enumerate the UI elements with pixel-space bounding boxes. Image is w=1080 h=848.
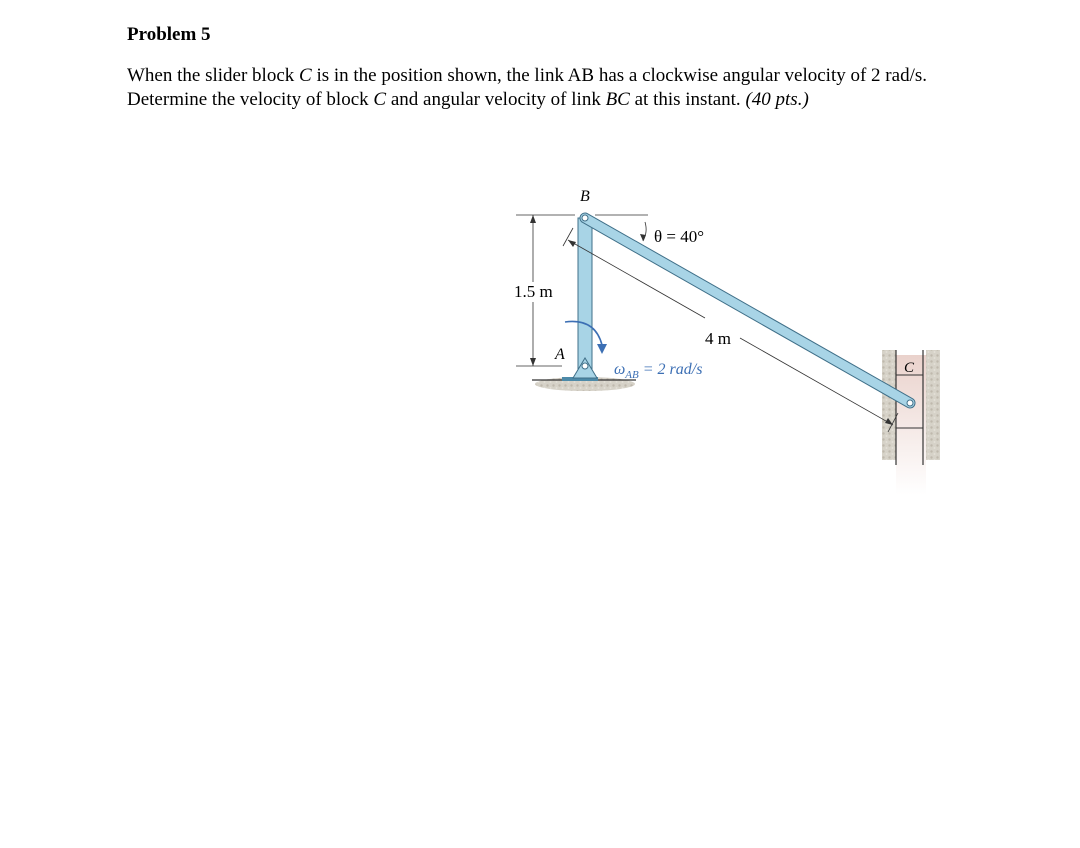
statement-text-4: at this instant. [629,89,746,110]
link-ab [573,218,597,378]
problem-statement [127,64,977,112]
statement-text-3: and angular velocity of link [386,89,606,110]
statement-text-1: When the slider block [127,65,300,86]
mechanism-figure [500,180,960,500]
label-c: C [904,360,915,376]
omega-symbol: ω [614,361,626,378]
dimension-ab-label: 1.5 m [514,282,553,301]
label-b: B [580,188,590,205]
omega-value: = 2 rad/s [638,361,703,378]
statement-text-2: is in the position shown, the link AB has a clockwise angular velocity of 2 rad/s. Determine the velocity of block [127,65,927,110]
var-c-1: C [299,65,312,86]
var-c-2: C [373,89,387,110]
mechanism-diagram [500,180,960,500]
omega-subscript: AB [625,369,639,381]
var-bc: BC [605,89,630,110]
theta-label: θ = 40° [654,227,705,246]
label-a: A [555,346,565,363]
dimension-bc-label: 4 m [705,329,731,348]
points-note: (40 pts.) [745,89,809,110]
problem-title: Problem 5 [127,24,211,45]
omega-label [614,361,702,381]
ground-support [532,377,636,391]
